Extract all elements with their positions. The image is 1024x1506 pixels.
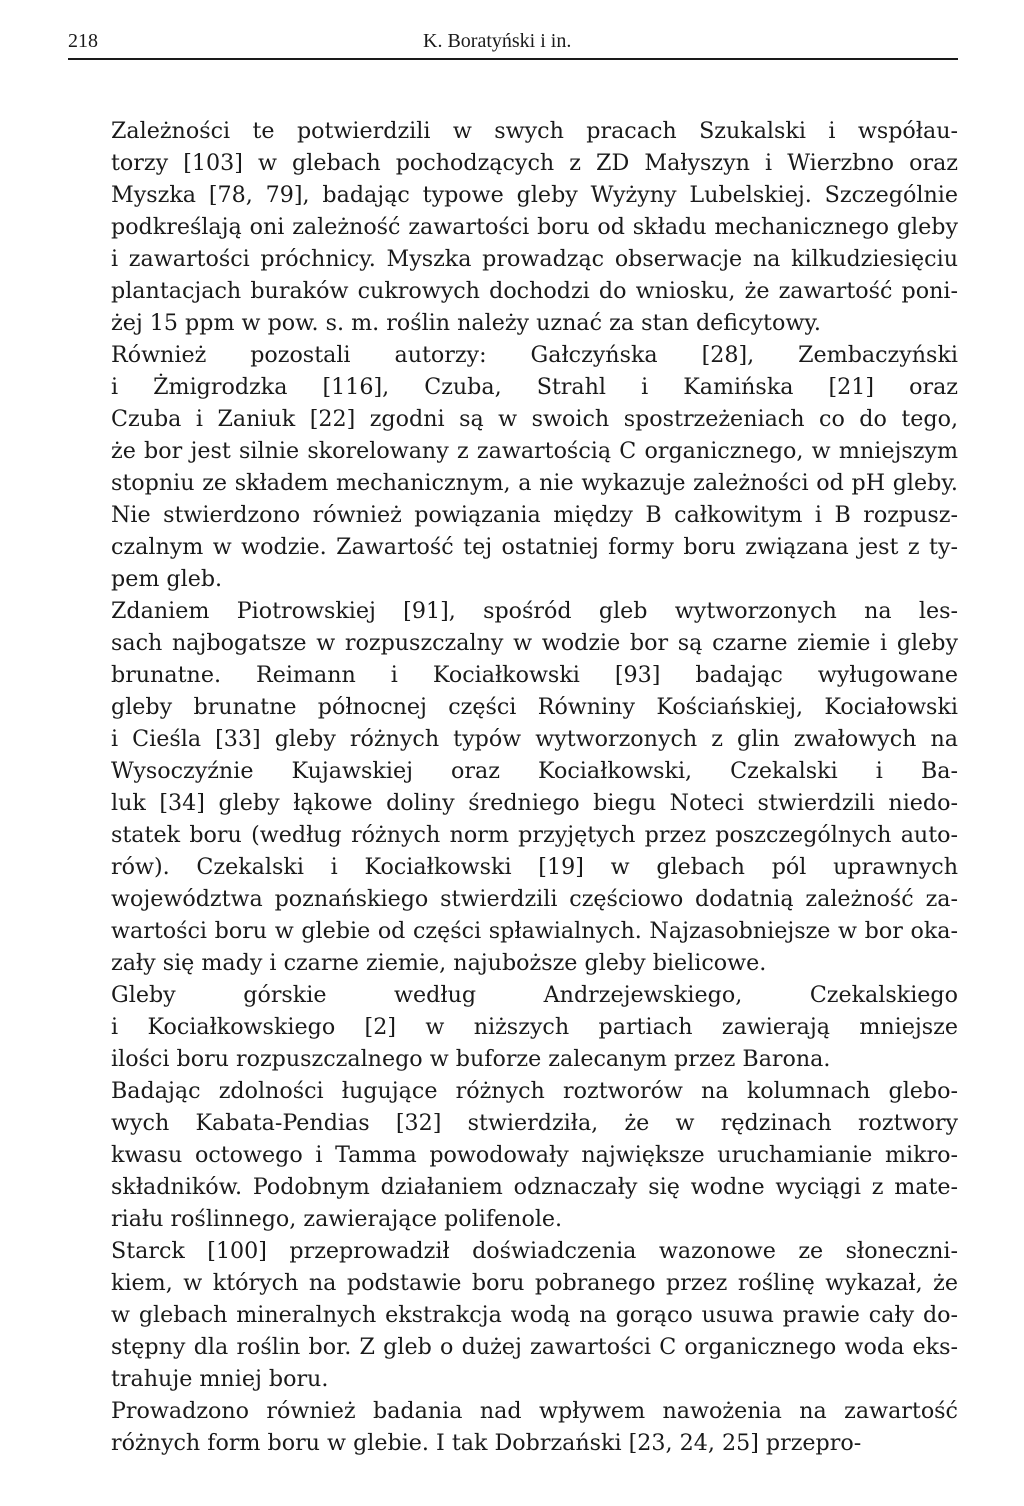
- running-title: K. Boratyński i in.: [423, 30, 572, 52]
- text-line: Zdaniem Piotrowskiej [91], spośród gleb wytworzonych na les-: [111, 598, 958, 624]
- text-line: składników. Podobnym działaniem odznaczały się wodne wyciągi z mate-: [111, 1174, 958, 1200]
- running-header: [68, 26, 958, 60]
- text-line: czalnym w wodzie. Zawartość tej ostatniej formy boru związana jest z ty-: [111, 534, 958, 560]
- text-line: i zawartości próchnicy. Myszka prowadząc obserwacje na kilkudziesięciu: [111, 246, 958, 272]
- body-text: [68, 115, 958, 1459]
- text-line: plantacjach buraków cukrowych dochodzi do wniosku, że zawartość poni-: [111, 278, 958, 304]
- text-line: że bor jest silnie skorelowany z zawartością C organicznego, w mniejszym: [111, 438, 958, 464]
- paragraph: [68, 339, 958, 595]
- paragraph: [68, 595, 958, 979]
- text-line: Prowadzono również badania nad wpływem nawożenia na zawartość: [111, 1398, 958, 1424]
- text-line: Gleby górskie według Andrzejewskiego, Czekalskiego: [111, 982, 958, 1008]
- text-line: rów). Czekalski i Kociałkowski [19] w glebach pól uprawnych: [111, 854, 958, 880]
- text-line: gleby brunatne północnej części Równiny Kościańskiej, Kociałowski: [111, 694, 958, 720]
- text-line: różnych form boru w glebie. I tak Dobrzański [23, 24, 25] przepro-: [111, 1430, 862, 1456]
- document-page: [68, 26, 958, 1459]
- text-line: stopniu ze składem mechanicznym, a nie wykazuje zależności od pH gleby.: [111, 470, 958, 496]
- text-line: Badając zdolności ługujące różnych roztworów na kolumnach glebo-: [111, 1078, 958, 1104]
- text-line: Zależności te potwierdzili w swych pracach Szukalski i współau-: [111, 118, 958, 144]
- text-line: riału roślinnego, zawierające polifenole.: [111, 1206, 563, 1232]
- text-line: kiem, w których na podstawie boru pobranego przez roślinę wykazał, że: [111, 1270, 958, 1296]
- text-line: kwasu octowego i Tamma powodowały największe uruchamianie mikro-: [111, 1142, 958, 1168]
- text-line: zały się mady i czarne ziemie, najuboższe gleby bielicowe.: [111, 950, 767, 976]
- text-line: województwa poznańskiego stwierdzili częściowo dodatnią zależność za-: [111, 886, 958, 912]
- text-line: Również pozostali autorzy: Gałczyńska [28], Zembaczyński: [111, 342, 958, 368]
- text-line: trahuje mniej boru.: [111, 1366, 329, 1392]
- text-line: Wysoczyźnie Kujawskiej oraz Kociałkowski, Czekalski i Ba-: [111, 758, 958, 784]
- text-line: brunatne. Reimann i Kociałkowski [93] badając wyługowane: [111, 662, 958, 688]
- text-line: i Kociałkowskiego [2] w niższych partiach zawierają mniejsze: [111, 1014, 958, 1040]
- text-line: pem gleb.: [111, 566, 223, 592]
- paragraph: [68, 1235, 958, 1395]
- paragraph: [68, 115, 958, 339]
- text-line: Czuba i Zaniuk [22] zgodni są w swoich spostrzeżeniach co do tego,: [111, 406, 958, 432]
- page-number: 218: [68, 30, 98, 52]
- text-line: wartości boru w glebie od części spławialnych. Najzasobniejsze w bor oka-: [111, 918, 958, 944]
- text-line: statek boru (według różnych norm przyjętych przez poszczególnych auto-: [111, 822, 958, 848]
- text-line: wych Kabata-Pendias [32] stwierdziła, że w rędzinach roztwory: [111, 1110, 958, 1136]
- text-line: i Cieśla [33] gleby różnych typów wytworzonych z glin zwałowych na: [111, 726, 958, 752]
- paragraph: [68, 1395, 958, 1459]
- text-line: podkreślają oni zależność zawartości boru od składu mechanicznego gleby: [111, 214, 958, 240]
- text-line: stępny dla roślin bor. Z gleb o dużej zawartości C organicznego woda eks-: [111, 1334, 958, 1360]
- paragraph: [68, 979, 958, 1075]
- text-line: Nie stwierdzono również powiązania między B całkowitym i B rozpusz-: [111, 502, 958, 528]
- text-line: Starck [100] przeprowadził doświadczenia wazonowe ze słoneczni-: [111, 1238, 958, 1264]
- text-line: i Żmigrodzka [116], Czuba, Strahl i Kamińska [21] oraz: [111, 374, 958, 400]
- text-line: sach najbogatsze w rozpuszczalny w wodzie bor są czarne ziemie i gleby: [111, 630, 958, 656]
- paragraph: [68, 1075, 958, 1235]
- text-line: torzy [103] w glebach pochodzących z ZD Małyszyn i Wierzbno oraz: [111, 150, 958, 176]
- text-line: w glebach mineralnych ekstrakcja wodą na gorąco usuwa prawie cały do-: [111, 1302, 958, 1328]
- text-line: ilości boru rozpuszczalnego w buforze zalecanym przez Barona.: [111, 1046, 831, 1072]
- text-line: żej 15 ppm w pow. s. m. roślin należy uznać za stan deficytowy.: [111, 310, 821, 336]
- text-line: luk [34] gleby łąkowe doliny średniego biegu Noteci stwierdzili niedo-: [111, 790, 958, 816]
- text-line: Myszka [78, 79], badając typowe gleby Wyżyny Lubelskiej. Szczególnie: [111, 182, 958, 208]
